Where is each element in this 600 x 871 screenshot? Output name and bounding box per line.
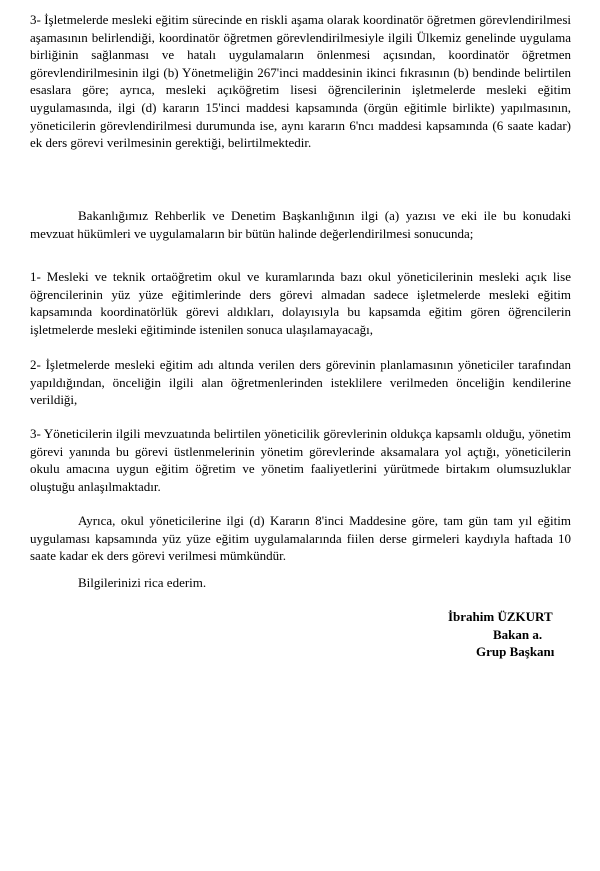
paragraph-item-3-coordinator: 3- İşletmelerde mesleki eğitim sürecinde en riskli aşama olarak koordinatör öğretmen görevlendirilmesi aşamasının belirlendiği, koordinatör öğretmen görevlendirilmesiyle ilgili Ülkemiz genelinde uygulama birliğinin sağlanması ve hatalı uygulamaların önlenmesi açısından, koordinatör öğretmen görevlendirilmesinin ilgi (b) Yönetmeliğin 267'inci maddesinin ikinci fıkrasının (b) bendinde belirtilen esaslara göre; ayrıca, mesleki açıköğretim lisesi öğrencilerinin işletmelerde mesleki eğitim uygulamasında, ilgi (d) kararın 15'inci maddesi kapsamında (örgün eğitimle birlikte) yapılmasının, yöneticilerin görevlendirilmesi durumunda ise, aynı kararın 6'ncı maddesi kapsamında (6 saate kadar) ek ders görevi verilmesinin gerektiği, belirtilmektedir. (30, 12, 571, 151)
paragraph-finding-2: 2- İşletmelerde mesleki eğitim adı altında verilen ders görevinin planlamasının yöneticiler tarafından yapıldığından, önceliğin ilgili alan öğretmenlerinden isteklilere verilmeden önceliğin kendilerine verildiği, (30, 357, 571, 408)
signature-block (430, 608, 590, 661)
paragraph-finding-3: 3- Yöneticilerin ilgili mevzuatında belirtilen yöneticilik görevlerinin oldukça kapsamlı olduğu, yönetim görevi yanında bu görevi üstlenmelerinin yönetim görevlerinde aksamalara yol açtığı, yöneticilerin okulu amacına uygun eğitim öğretim ve yönetim faaliyetlerini yürütmede birtakım olumsuzluklar oluştuğu anlaşılmaktadır. (30, 426, 571, 494)
paragraph-additional-note: Ayrıca, okul yöneticilerine ilgi (d) Kararın 8'inci Maddesine göre, tam gün tam yıl eğitim uygulaması kapsamında yüz yüze eğitim uygulamalarında fiilen derse girmeleri kaydıyla haftada 10 saate kadar ek ders görevi verilmesi mümkündür. (30, 513, 571, 564)
paragraph-finding-1: 1- Mesleki ve teknik ortaöğretim okul ve kuramlarında bazı okul yöneticilerinin mesleki açık lise öğrencilerinin yüz yüze eğitimlerinde ders görevi almadan sadece işletmelerde mesleki eğitim kapsamında koordinatörlük görevi aldıkları, dolayısıyla bu kapsamda eğitim gören öğrencilerin işletmelerde mesleki eğitiminde istenilen sonuca ulaşılamayacağı, (30, 269, 571, 337)
signatory-name: İbrahim ÜZKURT (448, 609, 553, 624)
paragraph-evaluation-intro: Bakanlığımız Rehberlik ve Denetim Başkanlığının ilgi (a) yazısı ve eki ile bu konudaki mevzuat hükümleri ve uygulamaların bir bütün halinde değerlendirilmesi sonucunda; (30, 208, 571, 241)
signatory-title: Bakan a. (493, 626, 543, 642)
signatory-role: Grup Başkanı (476, 644, 555, 660)
paragraph-closing: Bilgilerinizi rica ederim. (78, 575, 207, 590)
